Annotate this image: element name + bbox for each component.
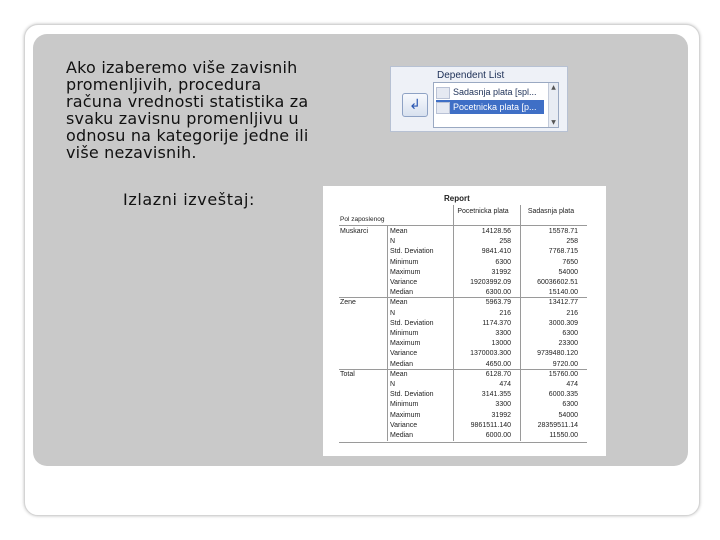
table-cell: 60036602.51 (537, 279, 578, 286)
statistic-label: Median (390, 360, 413, 368)
statistic-label: Maximum (390, 340, 421, 348)
table-cell: 54000 (558, 411, 578, 419)
group-label: Total (340, 370, 355, 378)
body-text (66, 59, 356, 161)
body-line: promenljivih, procedura (66, 75, 262, 94)
table-cell: 216 (566, 309, 578, 317)
statistic-label: N (390, 309, 396, 317)
table-cell: 28359511.14 (537, 421, 578, 429)
scale-variable-icon (436, 102, 450, 114)
report-table (323, 186, 606, 456)
table-cell: 15140.00 (548, 289, 578, 297)
statistic-label: Maximum (390, 268, 421, 276)
column-rule (387, 225, 388, 441)
column-rule (520, 205, 521, 441)
footer-rule (339, 442, 587, 443)
body-line: svaku zavisnu promenljivu u (66, 109, 299, 128)
scale-variable-icon (436, 87, 450, 99)
table-cell: 9739480.120 (537, 350, 578, 358)
statistic-label: Variance (390, 279, 418, 286)
statistic-label: Mean (390, 228, 408, 235)
statistic-label: Minimum (390, 330, 419, 337)
table-cell: 11550.00 (549, 432, 578, 439)
dependent-list-title: Dependent List (437, 70, 505, 81)
output-report-label: Izlazni izveštaj: (123, 190, 256, 209)
statistic-label: Minimum (390, 401, 419, 409)
arrow-left-icon: ↲ (409, 97, 421, 113)
move-variable-button[interactable] (402, 93, 428, 117)
body-line: više nezavisnih. (66, 143, 197, 162)
table-cell: 7650 (562, 258, 578, 266)
statistic-label: N (390, 238, 396, 246)
table-cell: 19203992.09 (470, 279, 511, 286)
table-cell: 6300 (495, 258, 511, 266)
group-label: Muskarci (340, 228, 369, 235)
statistic-label: Minimum (390, 258, 419, 266)
statistic-label: Mean (390, 370, 408, 378)
body-line: računa vrednosti statistika za (66, 92, 309, 111)
table-cell: 15578.71 (548, 228, 578, 235)
table-cell: 13412.77 (548, 299, 578, 307)
body-line: odnosu na kategorije jedne ili (66, 126, 309, 145)
table-cell: 258 (566, 238, 578, 246)
statistic-label: Median (390, 432, 413, 439)
table-cell: 14128.56 (481, 228, 511, 235)
table-cell: 3300 (495, 401, 511, 409)
table-cell: 9720.00 (552, 360, 578, 368)
dependent-list-panel (390, 66, 568, 132)
column-header: Sadasnja plata (527, 208, 575, 215)
table-cell: 258 (499, 238, 511, 246)
body-line: Ako izaberemo više zavisnih (66, 58, 298, 77)
group-header: Pol zaposlenog (340, 216, 385, 223)
scroll-down-icon[interactable]: ▼ (551, 119, 556, 126)
table-cell: 4650.00 (485, 360, 511, 368)
scroll-up-icon[interactable]: ▲ (551, 84, 556, 91)
table-cell: 15760.00 (548, 370, 578, 378)
statistic-label: Median (390, 289, 413, 297)
table-cell: 6000.335 (548, 391, 578, 399)
group-label: Zene (340, 299, 356, 307)
statistic-label: Variance (390, 421, 418, 429)
statistic-label: Variance (390, 350, 418, 358)
table-cell: 216 (499, 309, 511, 317)
column-rule (453, 205, 454, 441)
table-cell: 31992 (491, 268, 511, 276)
dependent-list-item[interactable]: Pocetnicka plata [p... (436, 100, 544, 114)
table-cell: 54000 (558, 268, 578, 276)
table-cell: 31992 (491, 411, 511, 419)
statistic-label: Std. Deviation (390, 319, 434, 327)
table-cell: 474 (566, 381, 578, 388)
statistic-label: N (390, 381, 396, 388)
column-header: Pocetnicka plata (457, 208, 509, 215)
table-cell: 5963.79 (485, 299, 511, 307)
report-title: Report (444, 194, 470, 203)
table-cell: 6128.70 (485, 370, 511, 378)
dependent-list-item[interactable]: Sadasnja plata [spl... (436, 85, 544, 99)
statistic-label: Std. Deviation (390, 391, 434, 399)
table-cell: 3000.309 (548, 319, 578, 327)
table-cell: 6300 (562, 330, 578, 337)
statistic-label: Std. Deviation (390, 248, 434, 256)
table-cell: 23300 (558, 340, 578, 348)
dependent-list-box[interactable] (433, 82, 559, 128)
header-rule (339, 225, 587, 226)
table-cell: 6000.00 (485, 432, 511, 439)
table-cell: 7768.715 (548, 248, 578, 256)
table-cell: 13000 (491, 340, 511, 348)
table-cell: 6300 (562, 401, 578, 409)
table-cell: 1370003.300 (470, 350, 511, 358)
table-cell: 1174.370 (482, 319, 511, 327)
table-cell: 9861511.140 (470, 421, 511, 429)
table-cell: 474 (499, 381, 511, 388)
table-cell: 3300 (495, 330, 511, 337)
table-cell: 6300.00 (485, 289, 511, 297)
table-cell: 9841.410 (481, 248, 511, 256)
list-scrollbar[interactable] (548, 83, 558, 127)
statistic-label: Mean (390, 299, 408, 307)
statistic-label: Maximum (390, 411, 421, 419)
table-cell: 3141.355 (481, 391, 511, 399)
